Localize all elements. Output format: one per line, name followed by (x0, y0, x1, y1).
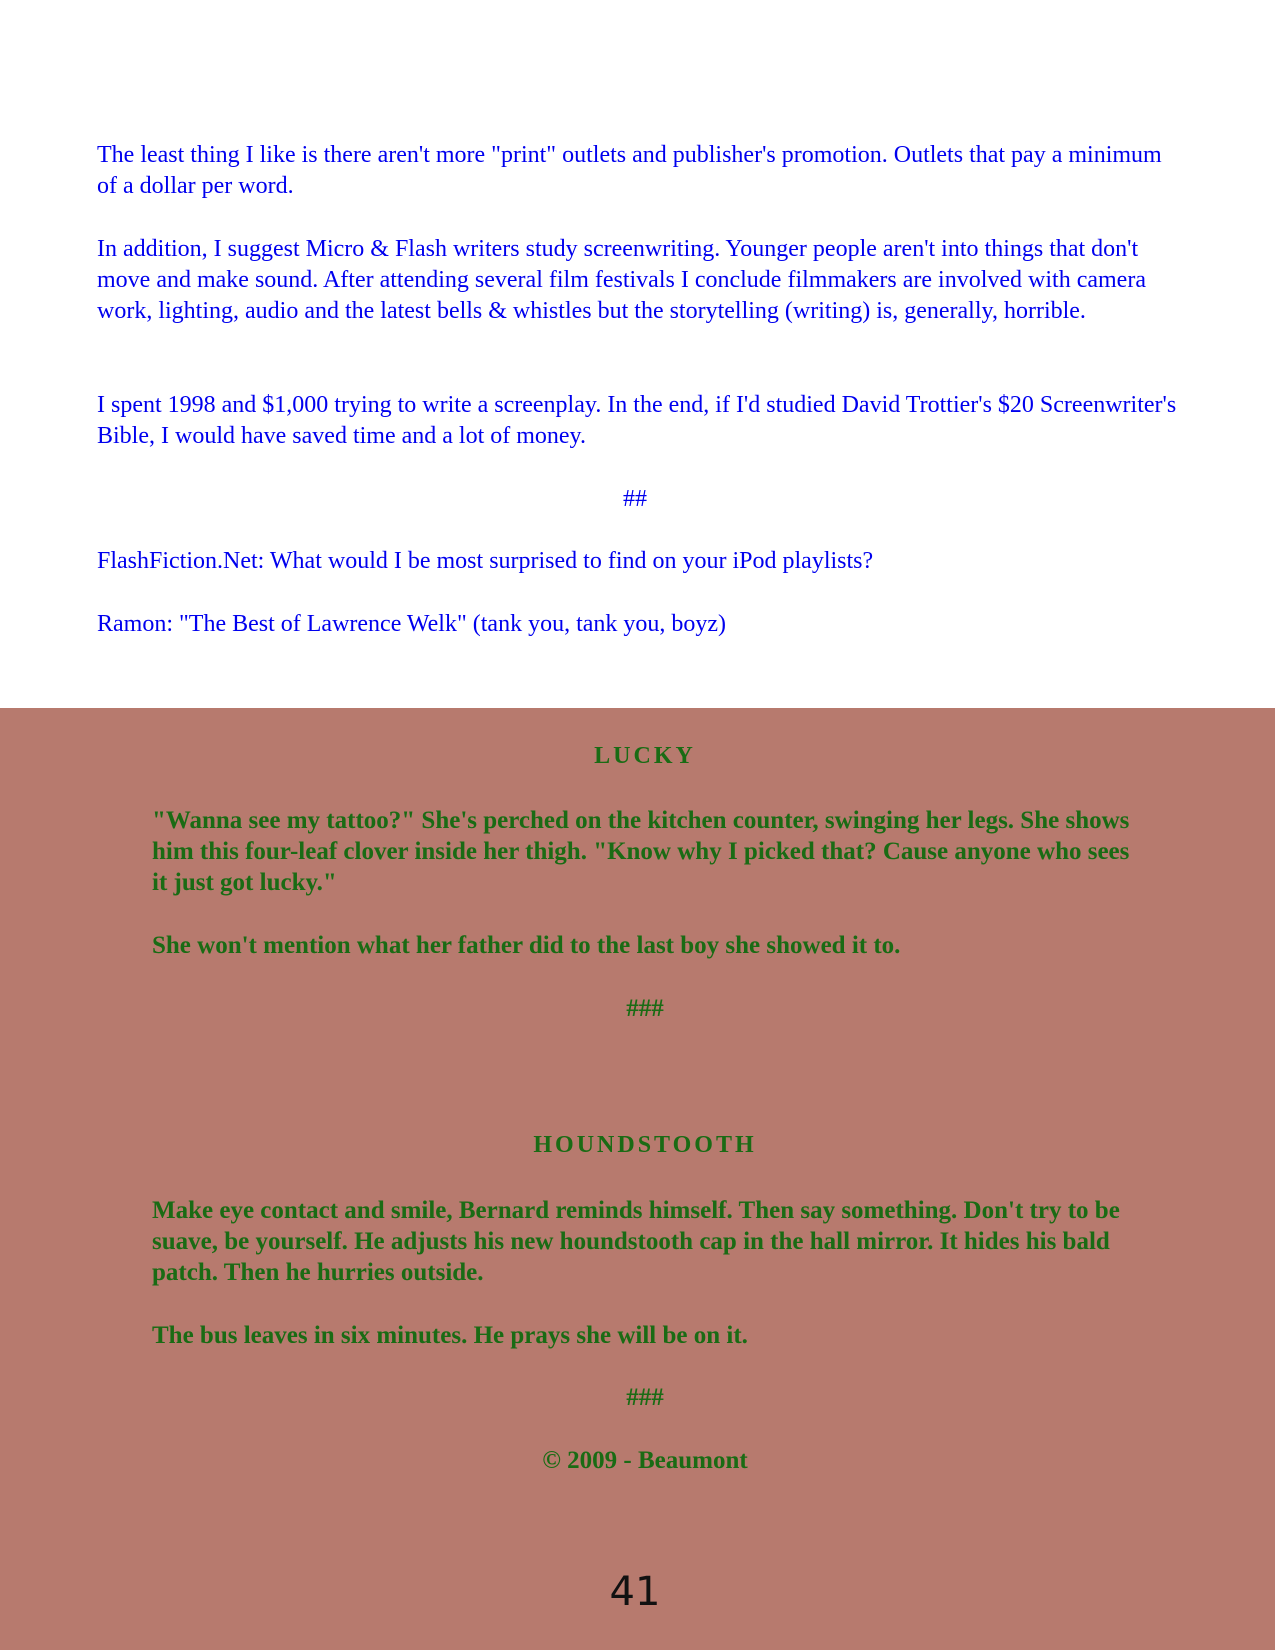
houndstooth-end-mark: ### (626, 1384, 664, 1411)
story-title-lucky: LUCKY (594, 743, 696, 769)
copyright-notice: © 2009 - Beaumont (542, 1447, 748, 1474)
houndstooth-paragraph-bus: The bus leaves in six minutes. He prays she will be on it. (152, 1322, 748, 1349)
lucky-end-mark: ### (626, 995, 664, 1022)
houndstooth-paragraph-mirror: Make eye contact and smile, Bernard reminds himself. Then say something. Don't try to be suave, be yourself. He adjusts his new houndstooth cap in the hall mirror. It hides his bald patch. Then he hurries outside. (152, 1197, 1120, 1286)
lucky-paragraph-tattoo: "Wanna see my tattoo?" She's perched on the kitchen counter, swinging her legs. She shows him this four-leaf clover inside her thigh. "Know why I picked that? Cause anyone who sees it just got lucky." (152, 807, 1130, 896)
interview-question: FlashFiction.Net: What would I be most surprised to find on your iPod playlists? (97, 548, 874, 574)
interview-section (0, 0, 1275, 708)
story-title-houndstooth: HOUNDSTOOTH (533, 1132, 757, 1158)
interview-paragraph-screenplay: I spent 1998 and $1,000 trying to write a screenplay. In the end, if I'd studied David Trottier's $20 Screenwriter's Bible, I would have saved time and a lot of money. (97, 392, 1177, 449)
interview-answer: Ramon: "The Best of Lawrence Welk" (tank you, tank you, boyz) (97, 611, 727, 637)
interview-paragraph-screenwriting: In addition, I suggest Micro & Flash writers study screenwriting. Younger people aren't into things that don't move and make sound. After attending several film festivals I conclude filmmakers are involved with camera work, lighting, audio and the latest bells & whistles but the storytelling (writing) is, generally, horrible. (97, 236, 1146, 324)
interview-paragraph-print-outlets: The least thing I like is there aren't more "print" outlets and publisher's promotion. Outlets that pay a minimum of a dollar per word. (97, 142, 1162, 199)
lucky-paragraph-father: She won't mention what her father did to the last boy she showed it to. (152, 932, 901, 959)
interview-separator: ## (623, 486, 647, 512)
page-number: 41 (609, 1569, 661, 1615)
